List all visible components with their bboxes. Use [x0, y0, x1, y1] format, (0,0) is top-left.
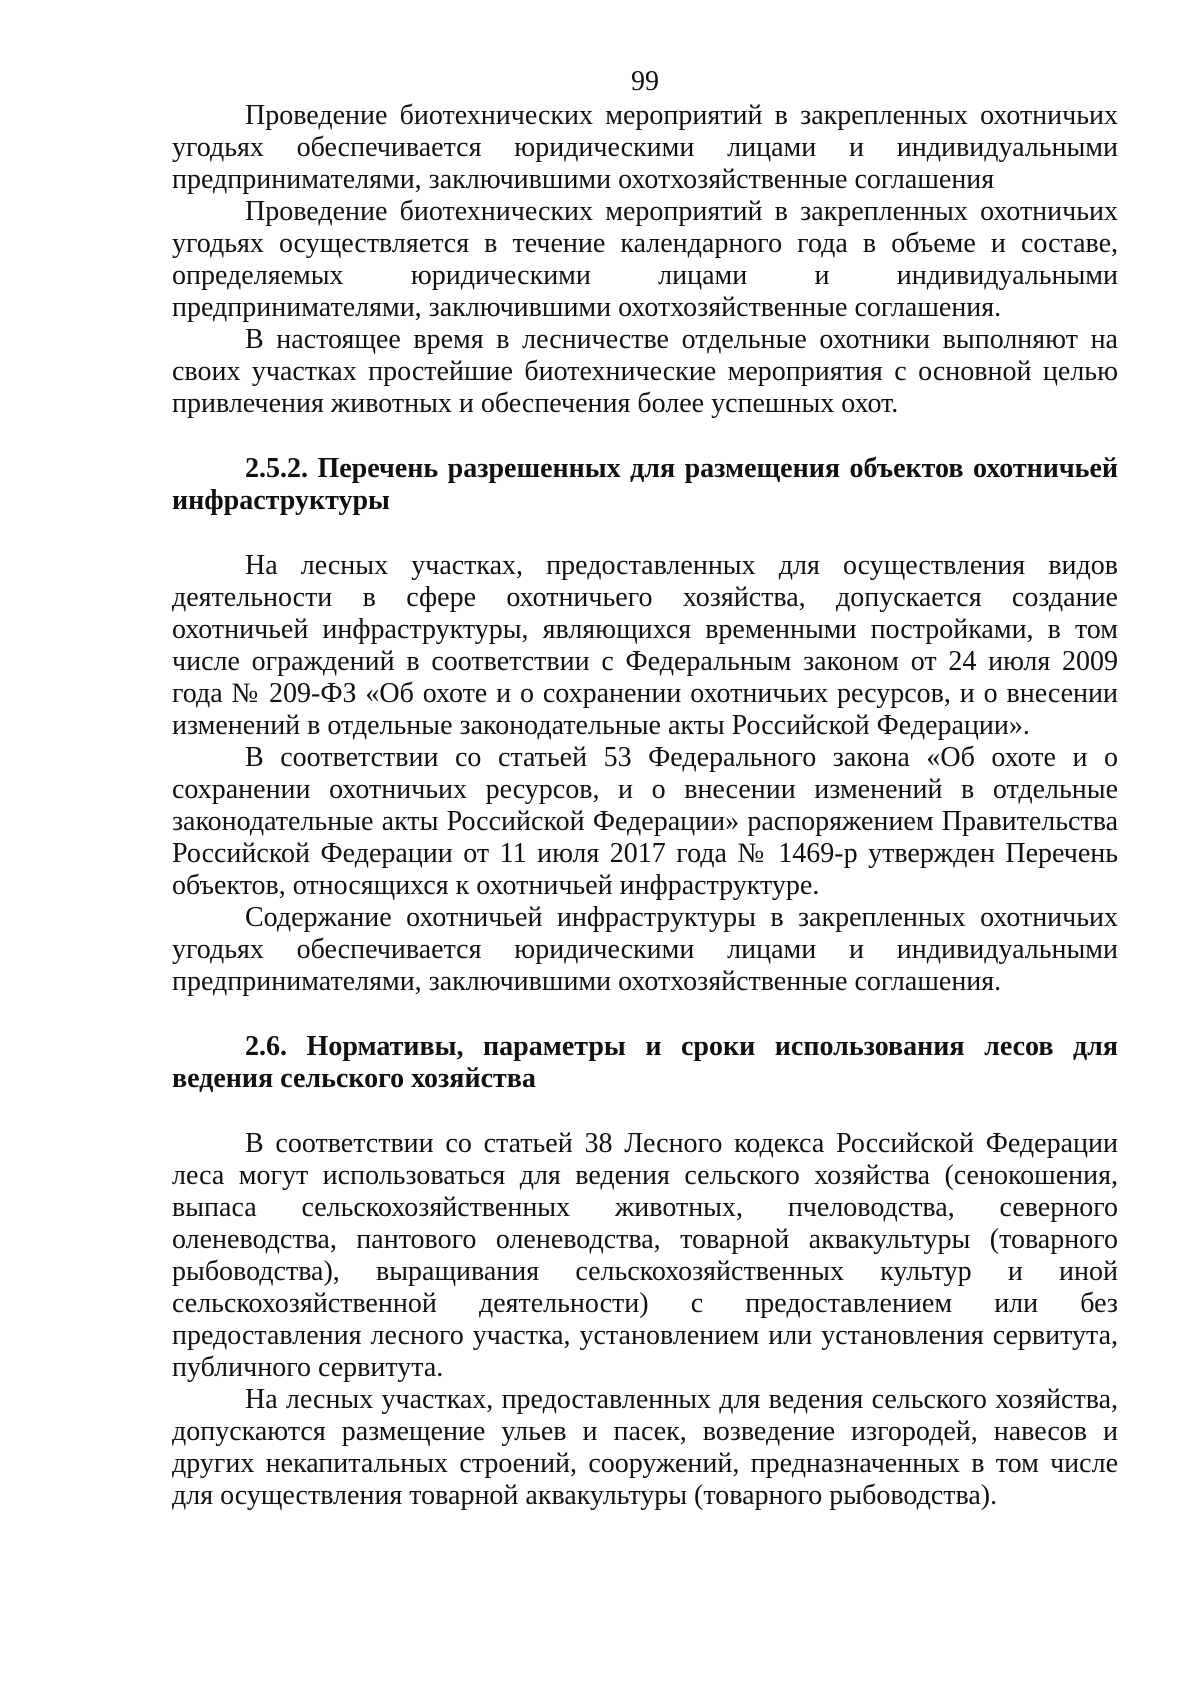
paragraph: Содержание охотничьей инфраструктуры в закрепленных охотничьих угодьях обеспечивается юридическими лицами и индивидуальными предпринимателями, заключившими охотхозяйственные соглашения.	[172, 902, 1118, 997]
section-heading: 2.5.2. Перечень разрешенных для размещения объектов охотничьей инфраструктуры	[172, 453, 1118, 516]
document-page	[172, 66, 1118, 1512]
section-heading: 2.6. Нормативы, параметры и сроки использования лесов для ведения сельского хозяйства	[172, 1031, 1118, 1094]
paragraph: Проведение биотехнических мероприятий в закрепленных охотничьих угодьях обеспечивается юридическими лицами и индивидуальными предпринимателями, заключившими охотхозяйственные соглашения	[172, 100, 1118, 195]
paragraph: В настоящее время в лесничестве отдельные охотники выполняют на своих участках простейшие биотехнические мероприятия с основной целью привлечения животных и обеспечения более успешных охот.	[172, 324, 1118, 419]
paragraph: В соответствии со статьей 53 Федерального закона «Об охоте и о сохранении охотничьих ресурсов, и о внесении изменений в отдельные законодательные акты Российской Федерации» распоряжением Правительства Российской Федерации от 11 июля 2017 года № 1469-р утвержден Перечень объектов, относящихся к охотничьей инфраструктуре.	[172, 742, 1118, 901]
paragraph: На лесных участках, предоставленных для ведения сельского хозяйства, допускаются размещение ульев и пасек, возведение изгородей, навесов и других некапитальных строений, сооружений, предназначенных в том числе для осуществления товарной аквакультуры (товарного рыбоводства).	[172, 1384, 1118, 1511]
page-number: 99	[631, 66, 659, 97]
paragraph: Проведение биотехнических мероприятий в закрепленных охотничьих угодьях осуществляется в течение календарного года в объеме и составе, определяемых юридическими лицами и индивидуальными предпринимателями, заключившими охотхозяйственные соглашения.	[172, 196, 1118, 323]
paragraph: В соответствии со статьей 38 Лесного кодекса Российской Федерации леса могут использоваться для ведения сельского хозяйства (сенокошения, выпаса сельскохозяйственных животных, пчеловодства, северного оленеводства, пантового оленеводства, товарной аквакультуры (товарного рыбоводства), выращивания сельскохозяйственных культур и иной сельскохозяйственной деятельности) с предоставлением или без предоставления лесного участка, установлением или установления сервитута, публичного сервитута.	[172, 1128, 1118, 1383]
paragraph: На лесных участках, предоставленных для осуществления видов деятельности в сфере охотничьего хозяйства, допускается создание охотничьей инфраструктуры, являющихся временными постройками, в том числе ограждений в соответствии с Федеральным законом от 24 июля 2009 года № 209-ФЗ «Об охоте и о сохранении охотничьих ресурсов, и о внесении изменений в отдельные законодательные акты Российской Федерации».	[172, 550, 1118, 741]
